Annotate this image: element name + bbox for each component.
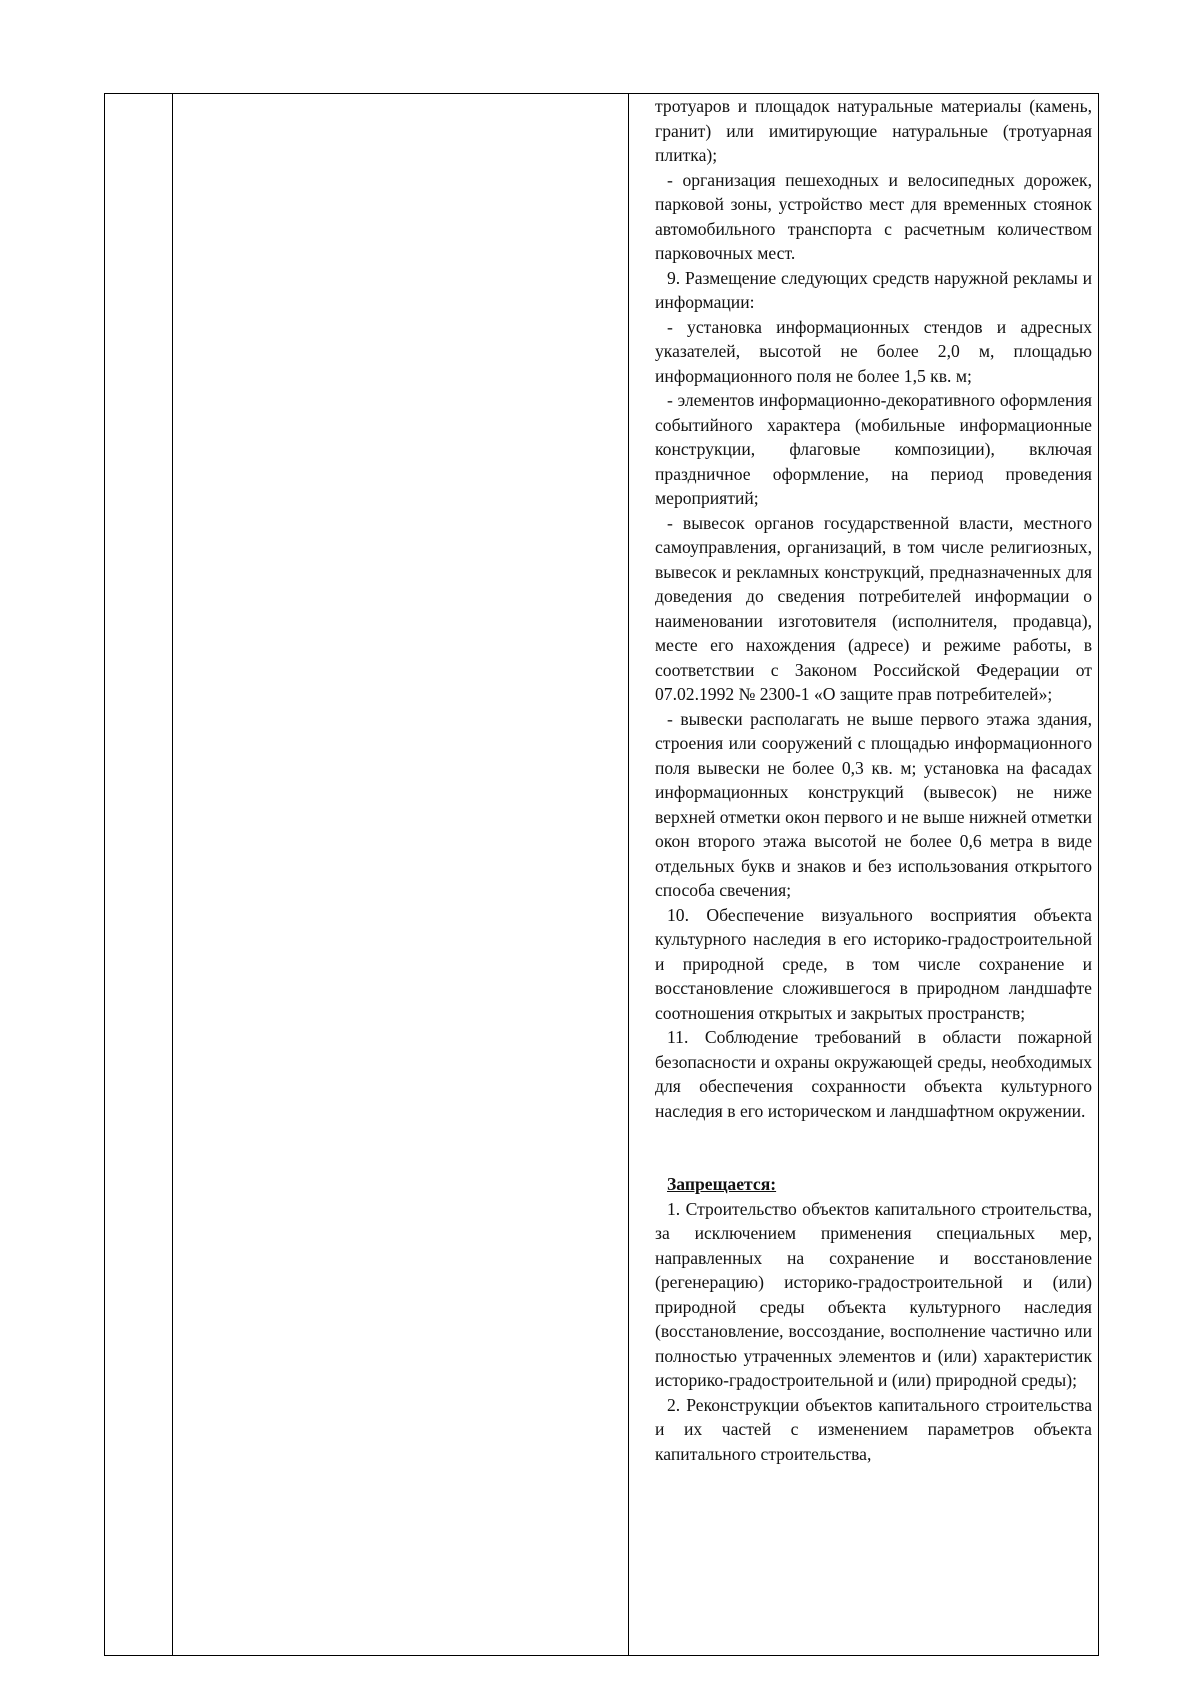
paragraph: - организация пешеходных и велосипедных дорожек, парковой зоны, устройство мест для временных стоянок автомобильного транспорта с расчетным количеством парковочных мест. <box>655 169 1092 263</box>
paragraph: 10. Обеспечение визуального восприятия объекта культурного наследия в его историко-градостроительной и природной среде, в том числе сохранение и восстановление сложившегося в природном ландшафте соотношения открытых и закрытых пространств; <box>655 904 1092 1023</box>
paragraph: 9. Размещение следующих средств наружной рекламы и информации: <box>655 267 1092 312</box>
paragraph: - вывесок органов государственной власти, местного самоуправления, организаций, в том числе религиозных, вывесок и рекламных конструкций, предназначенных для доведения до сведения потребителей информации о наименовании изготовителя (исполнителя, продавца), месте его нахождения (адресе) и режиме работы, в соответствии с Законом Российской Федерации от 07.02.1992 № 2300-1 «О защите прав потребителей»; <box>655 512 1092 704</box>
paragraph: 11. Соблюдение требований в области пожарной безопасности и охраны окружающей среды, необходимых для обеспечения сохранности объекта культурного наследия в его историческом и ландшафтном окружении. <box>655 1027 1092 1121</box>
paragraph: тротуаров и площадок натуральные материалы (камень, гранит) или имитирующие натуральные (тротуарная плитка); <box>655 96 1092 165</box>
regulation-table <box>104 93 1099 1656</box>
column-divider-1 <box>172 94 173 1655</box>
paragraph: 2. Реконструкции объектов капитального строительства и их частей с изменением параметров объекта капитального строительства, <box>655 1394 1092 1464</box>
spacer <box>655 1123 1092 1148</box>
paragraph: - элементов информационно-декоративного оформления событийного характера (мобильные информационные конструкции, флаговые композиции), включая праздничное оформление, на период проведения мероприятий; <box>655 390 1092 508</box>
paragraph: - вывески располагать не выше первого этажа здания, строения или сооружений с площадью информационного поля вывески не более 0,3 кв. м; установка на фасадах информационных конструкций (вывесок) не ниже верхней отметки окон первого и не выше нижней отметки окон второго этажа высотой не более 0,6 метра в виде отдельных букв и знаков и без использования открытого способа свечения; <box>655 708 1092 900</box>
section-heading-prohibited: Запрещается: <box>667 1174 777 1194</box>
requirements-column <box>642 94 1094 1466</box>
column-divider-2 <box>628 94 629 1655</box>
paragraph: 1. Строительство объектов капитального строительства, за исключением применения специальных мер, направленных на сохранение и восстановление (регенерацию) историко-градостроительной и (или) природной среды объекта культурного наследия (восстановление, воссоздание, восполнение частично или полностью утраченных элементов и (или) характеристик историко-градостроительной и (или) природной среды); <box>655 1198 1092 1390</box>
paragraph: - установка информационных стендов и адресных указателей, высотой не более 2,0 м, площадью информационного поля не более 1,5 кв. м; <box>655 316 1092 386</box>
